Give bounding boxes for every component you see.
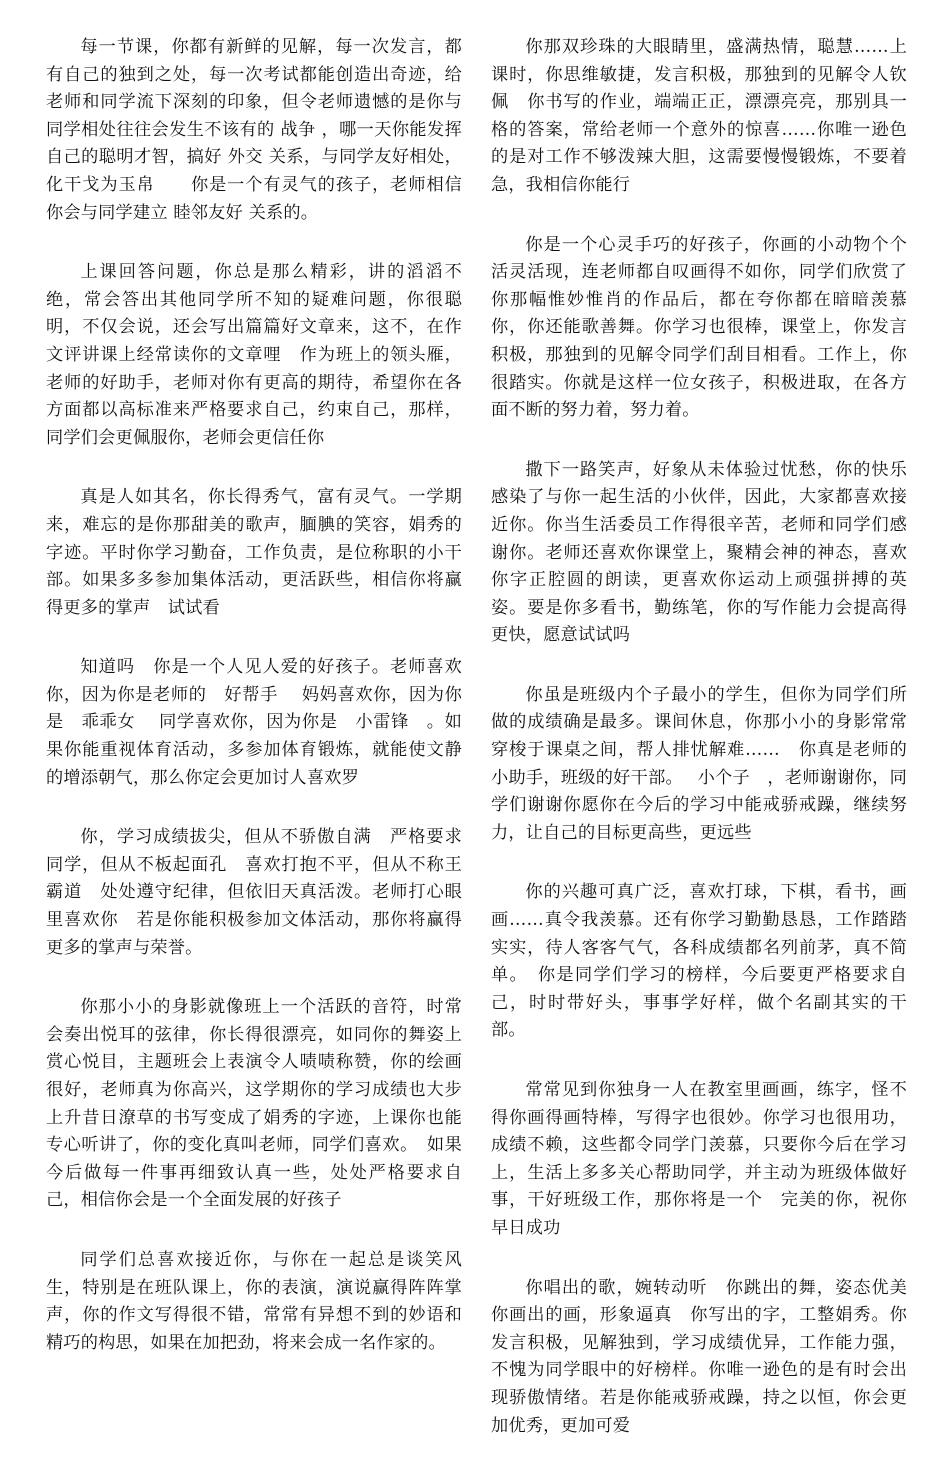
comment-paragraph: 你唱出的歌，婉转动听 你跳出的舞，姿态优美 你画出的画，形象逼真 你写出的字，工整娟秀。你发言积极，见解独到，学习成绩优异，工作能力强，不愧为同学眼中的好榜样。你唯一逊色的是有时会出现骄傲情绪。若是你能戒骄戒躁，持之以恒，你会更加优秀，更加可爱	[491, 1277, 925, 1436]
comment-paragraph: 你那双珍珠的大眼睛里，盛满热情，聪慧……上课时，你思维敏捷，发言积极，那独到的见解令人钦佩 你书写的作业，端端正正，漂漂亮亮，那别具一格的答案，常给老师一个意外的惊喜……你唯一逊色的是对工作不够泼辣大胆，这需要慢慢锻炼，不要着急，我相信你能行	[491, 37, 907, 195]
comment-paragraph: 你，学习成绩拔尖，但从不骄傲自满 严格要求同学，但从不板起面孔 喜欢打抱不平，但从不称王霸道 处处遵守纪律，但依旧天真活泼。老师打心眼里喜欢你 若是你能积极参加文体活动，那你将赢得更多的掌声与荣誉。	[46, 827, 462, 958]
comment-paragraph: 撒下一路笑声，好象从未体验过忧愁，你的快乐感染了与你一起生活的小伙伴，因此，大家都喜欢接近你。你当生活委员工作得很辛苦，老师和同学们感谢你。老师还喜欢你课堂上，聚精会神的神态，喜欢你字正腔圆的朗读，更喜欢你运动上顽强拼搏的英姿。要是你多看书，勤练笔，你的写作能力会提高得更快，愿意试试吗	[491, 459, 907, 646]
comment-paragraph: 你虽是班级内个子最小的学生，但你为同学们所做的成绩确是最多。课间休息，你那小小的身影常常穿梭于课桌之间，帮人排忧解难…… 你真是老师的小助手，班级的好干部。 小个子 ，老师谢谢你，同学们谢谢你愿你在今后的学习中能戒骄戒躁，继续努力，让自己的目标更高些，更远些	[491, 684, 907, 843]
comment-paragraph: 常常见到你独身一人在教室里画画，练字，怪不得你画得画特棒，写得字也很妙。你学习也很用功，成绩不赖，这些都令同学门羡慕，只要你今后在学习上，生活上多多关心帮助同学，并主动为班级体做好事，干好班级工作，那你将是一个 完美的你，祝你早日成功	[491, 1080, 907, 1238]
left-column	[46, 34, 462, 1389]
right-column	[491, 34, 925, 1472]
comment-paragraph: 上课回答问题，你总是那么精彩，讲的滔滔不绝，常会答出其他同学所不知的疑难问题，你很聪明，不仅会说，还会写出篇篇好文章来，这不，在作文评讲课上经常读你的文章哩 作为班上的领头雁，老师的好助手，老师对你有更高的期待，希望你在各方面都以高标准来严格要求自己，约束自己，那样，同学们会更佩服你，老师会更信任你	[46, 262, 462, 448]
comment-paragraph: 你是一个心灵手巧的好孩子，你画的小动物个个活灵活现，连老师都自叹画得不如你，同学们欣赏了你那幅惟妙惟肖的作品后，都在夸你都在暗暗羡慕你，你还能歌善舞。你学习也很棒，课堂上，你发言积极，那独到的见解令同学们刮目相看。工作上，你很踏实。你就是这样一位女孩子，积极进取，在各方面不断的努力着，努力着。	[491, 234, 907, 421]
comment-paragraph: 知道吗 你是一个人见人爱的好孩子。老师喜欢你，因为你是老师的 好帮手 妈妈喜欢你，因为你是 乖乖女 同学喜欢你，因为你是 小雷锋 。如果你能重视体育活动，多参加体育锻炼，就能使文静的增添朝气，那么你定会更加讨人喜欢罗	[46, 657, 462, 788]
comment-paragraph: 真是人如其名，你长得秀气，富有灵气。一学期来，难忘的是你那甜美的歌声，腼腆的笑容，娟秀的字迹。平时你学习勤奋，工作负责，是位称职的小干部。如果多多参加集体活动，更活跃些，相信你将赢得更多的掌声 试试看	[46, 487, 462, 618]
comment-paragraph: 你那小小的身影就像班上一个活跃的音符，时常会奏出悦耳的弦律，你长得很漂亮，如同你的舞姿上赏心悦目，主题班会上表演令人啧啧称赞，你的绘画很好，老师真为你高兴，这学期你的学习成绩也大步上升昔日潦草的书写变成了娟秀的字迹，上课你也能专心听讲了，你的变化真叫老师，同学们喜欢。 如果今后做每一件事再细致认真一些，处处严格要求自己，相信你会是一个全面发展的好孩子	[46, 997, 462, 1211]
comment-paragraph: 你的兴趣可真广泛，喜欢打球，下棋，看书，画画……真令我羡慕。还有你学习勤勤恳恳，工作踏踏实实，待人客客气气，各科成绩都名列前茅，真不简单。 你是同学们学习的榜样，今后要更严格要求自己，时时带好头，事事学好样，做个名副其实的干部。	[491, 882, 907, 1041]
comment-paragraph: 同学们总喜欢接近你，与你在一起总是谈笑风生，特别是在班队课上，你的表演，演说赢得阵阵掌声，你的作文写得很不错，常常有异想不到的妙语和精巧的构思，如果在加把劲，将来会成一名作家的。	[46, 1249, 462, 1353]
comment-paragraph: 每一节课，你都有新鲜的见解，每一次发言，都有自己的独到之处，每一次考试都能创造出奇迹，给老师和同学流下深刻的印象，但令老师遗憾的是你与同学相处往往会发生不该有的 战争 ，哪一天你能发挥自己的聪明才智，搞好 外交 关系，与同学友好相处，化干戈为玉帛 你是一个有灵气的孩子，老师相信你会与同学建立 睦邻友好 关系的。	[46, 37, 462, 223]
